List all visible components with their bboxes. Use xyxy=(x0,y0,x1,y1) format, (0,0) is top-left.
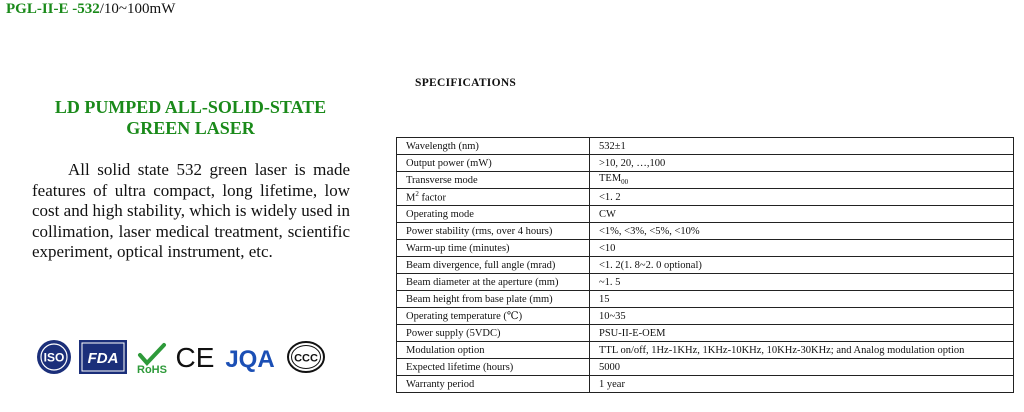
rohs-icon xyxy=(134,339,170,375)
spec-value: <1%, <3%, <5%, <10% xyxy=(590,223,1014,240)
spec-parameter: Expected lifetime (hours) xyxy=(397,359,590,376)
specifications-body xyxy=(397,138,1014,393)
spec-value: ~1. 5 xyxy=(590,274,1014,291)
product-model: PGL-II-E -532 xyxy=(6,1,100,17)
spec-row xyxy=(397,189,1014,206)
spec-parameter: Beam diameter at the aperture (mm) xyxy=(397,274,590,291)
specifications-title: SPECIFICATIONS xyxy=(415,77,517,89)
spec-row xyxy=(397,291,1014,308)
specifications-table xyxy=(396,137,1014,393)
certification-logos xyxy=(36,338,332,376)
spec-parameter: Warm-up time (minutes) xyxy=(397,240,590,257)
spec-parameter: Beam divergence, full angle (mrad) xyxy=(397,257,590,274)
product-power-range: /10~100mW xyxy=(99,1,176,17)
spec-parameter: Power supply (5VDC) xyxy=(397,325,590,342)
fda-icon xyxy=(78,339,128,375)
product-description: All solid state 532 green laser is made features of ultra compact, long lifetime, low cost and high stability, which is widely used in collimation, laser medical treatment, scientific experiment, optical instrument, etc. xyxy=(32,160,350,261)
product-heading xyxy=(18,97,363,139)
spec-row xyxy=(397,172,1014,189)
spec-row xyxy=(397,325,1014,342)
ce-icon xyxy=(176,339,214,375)
spec-row xyxy=(397,138,1014,155)
spec-value: <1. 2 xyxy=(590,189,1014,206)
jqa-icon xyxy=(220,339,280,375)
product-title xyxy=(6,1,175,18)
spec-row xyxy=(397,206,1014,223)
spec-row xyxy=(397,308,1014,325)
rohs-logo-text: RoHS xyxy=(137,364,167,375)
spec-value: 10~35 xyxy=(590,308,1014,325)
spec-parameter: Operating temperature (℃) xyxy=(397,308,590,325)
ce-logo-text: CE xyxy=(176,342,214,373)
iso-icon xyxy=(36,339,72,375)
spec-value: TTL on/off, 1Hz-1KHz, 1KHz-10KHz, 10KHz-30KHz; and Analog modulation option xyxy=(590,342,1014,359)
spec-parameter: Warranty period xyxy=(397,376,590,393)
spec-parameter: Modulation option xyxy=(397,342,590,359)
spec-row xyxy=(397,223,1014,240)
spec-row xyxy=(397,342,1014,359)
spec-parameter: Output power (mW) xyxy=(397,155,590,172)
spec-value: <10 xyxy=(590,240,1014,257)
spec-value: PSU-II-E-OEM xyxy=(590,325,1014,342)
spec-value: $TEM_{00}$ xyxy=(590,172,1014,189)
spec-value: CW xyxy=(590,206,1014,223)
spec-parameter: Power stability (rms, over 4 hours) xyxy=(397,223,590,240)
fda-logo-text: FDA xyxy=(87,350,119,367)
spec-value: <1. 2(1. 8~2. 0 optional) xyxy=(590,257,1014,274)
spec-value: >10, 20, …,100 xyxy=(590,155,1014,172)
spec-row xyxy=(397,376,1014,393)
spec-parameter: Transverse mode xyxy=(397,172,590,189)
spec-parameter: Operating mode xyxy=(397,206,590,223)
spec-value: 5000 xyxy=(590,359,1014,376)
spec-value: 1 year xyxy=(590,376,1014,393)
spec-value: 15 xyxy=(590,291,1014,308)
ccc-logo-text: CCC xyxy=(294,352,318,365)
spec-row xyxy=(397,155,1014,172)
product-heading-line2: GREEN LASER xyxy=(126,118,255,138)
iso-logo-text: ISO xyxy=(43,350,65,365)
spec-parameter: Beam height from base plate (mm) xyxy=(397,291,590,308)
jqa-logo-text: JQA xyxy=(225,346,275,373)
spec-row xyxy=(397,359,1014,376)
spec-parameter: Wavelength (nm) xyxy=(397,138,590,155)
ccc-icon xyxy=(286,339,326,375)
product-heading-line1: LD PUMPED ALL-SOLID-STATE xyxy=(54,97,327,117)
spec-parameter: $M^2$ factor xyxy=(397,189,590,206)
spec-value: 532±1 xyxy=(590,138,1014,155)
spec-row xyxy=(397,257,1014,274)
spec-row xyxy=(397,274,1014,291)
spec-row xyxy=(397,240,1014,257)
